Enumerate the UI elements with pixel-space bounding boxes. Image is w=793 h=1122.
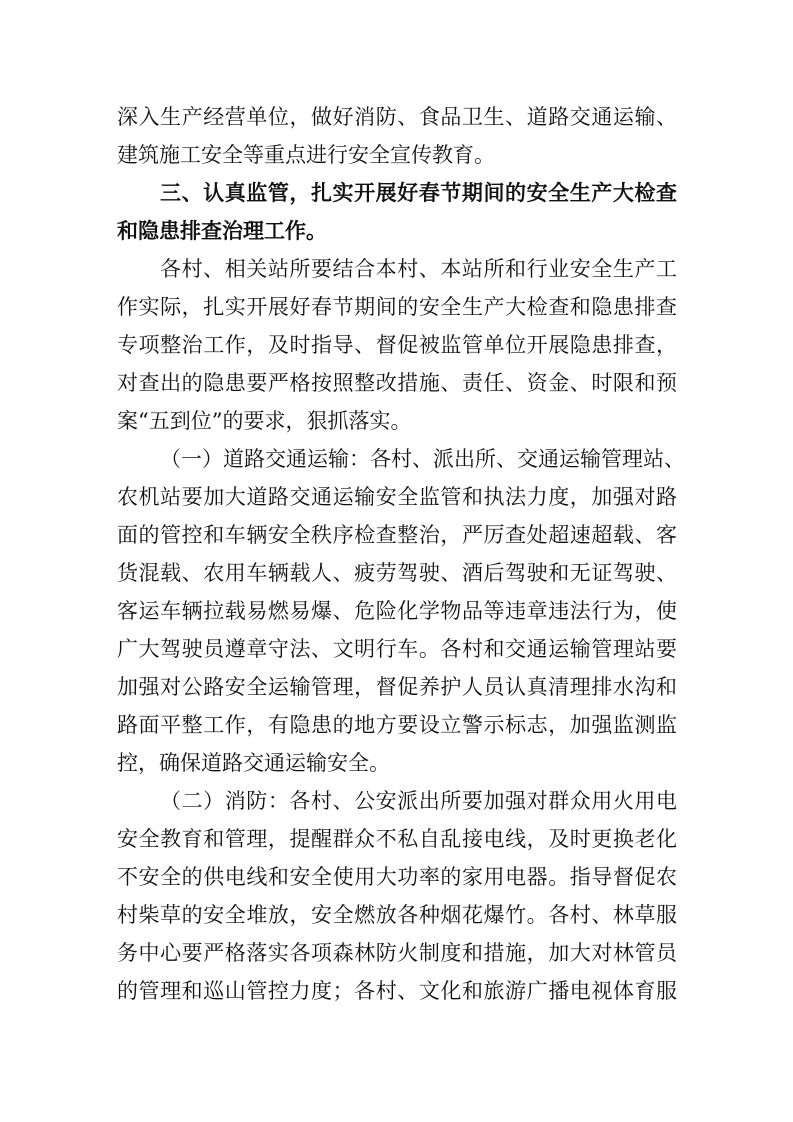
text-line: （二）消防：各村、公安派出所要加强对群众用火用电 [160,789,677,813]
text-line: 各村、相关站所要结合本村、本站所和行业安全生产工 [160,257,677,281]
text-line: 务中心要严格落实各项森林防火制度和措施，加大对林管员 [117,941,677,965]
text-line: 作实际，扎实开展好春节期间的安全生产大检查和隐患排查 [117,295,677,319]
document-page [117,98,685,1010]
paragraph [117,250,677,440]
section-heading [117,174,677,250]
text-line: 安全教育和管理，提醒群众不私自乱接电线，及时更换老化 [117,827,677,851]
text-line: 对查出的隐患要严格按照整改措施、责任、资金、时限和预 [117,371,677,395]
text-line: 路面平整工作，有隐患的地方要设立警示标志，加强监测监 [117,713,677,737]
text-line: （一）道路交通运输：各村、派出所、交通运输管理站、 [160,447,685,471]
text-line: 建筑施工安全等重点进行安全宣传教育。 [117,143,495,167]
text-line: 村柴草的安全堆放，安全燃放各种烟花爆竹。各村、林草服 [117,903,677,927]
text-line: 专项整治工作，及时指导、督促被监管单位开展隐患排查， [117,333,677,357]
text-line: 货混载、农用车辆载人、疲劳驾驶、酒后驾驶和无证驾驶、 [117,561,677,585]
text-line: 广大驾驶员遵章守法、文明行车。各村和交通运输管理站要 [117,637,677,661]
paragraph [117,782,677,1010]
text-line: 不安全的供电线和安全使用大功率的家用电器。指导督促农 [117,865,677,889]
text-line: 案“五到位”的要求，狠抓落实。 [117,409,412,433]
text-line: 控，确保道路交通运输安全。 [117,751,390,775]
text-line: 的管理和巡山管控力度；各村、文化和旅游广播电视体育服 [117,979,677,1003]
text-line: 加强对公路安全运输管理，督促养护人员认真清理排水沟和 [117,675,677,699]
text-line: 面的管控和车辆安全秩序检查整治，严厉查处超速超载、客 [117,523,677,547]
text-line: 客运车辆拉载易燃易爆、危险化学物品等违章违法行为，使 [117,599,677,623]
paragraph [117,440,685,782]
text-line: 和隐患排查治理工作。 [117,219,327,243]
text-line: 深入生产经营单位，做好消防、食品卫生、道路交通运输、 [117,105,677,129]
text-line: 农机站要加大道路交通运输安全监管和执法力度，加强对路 [117,485,677,509]
text-line: 三、认真监管，扎实开展好春节期间的安全生产大检查 [160,181,677,205]
paragraph [117,98,677,174]
